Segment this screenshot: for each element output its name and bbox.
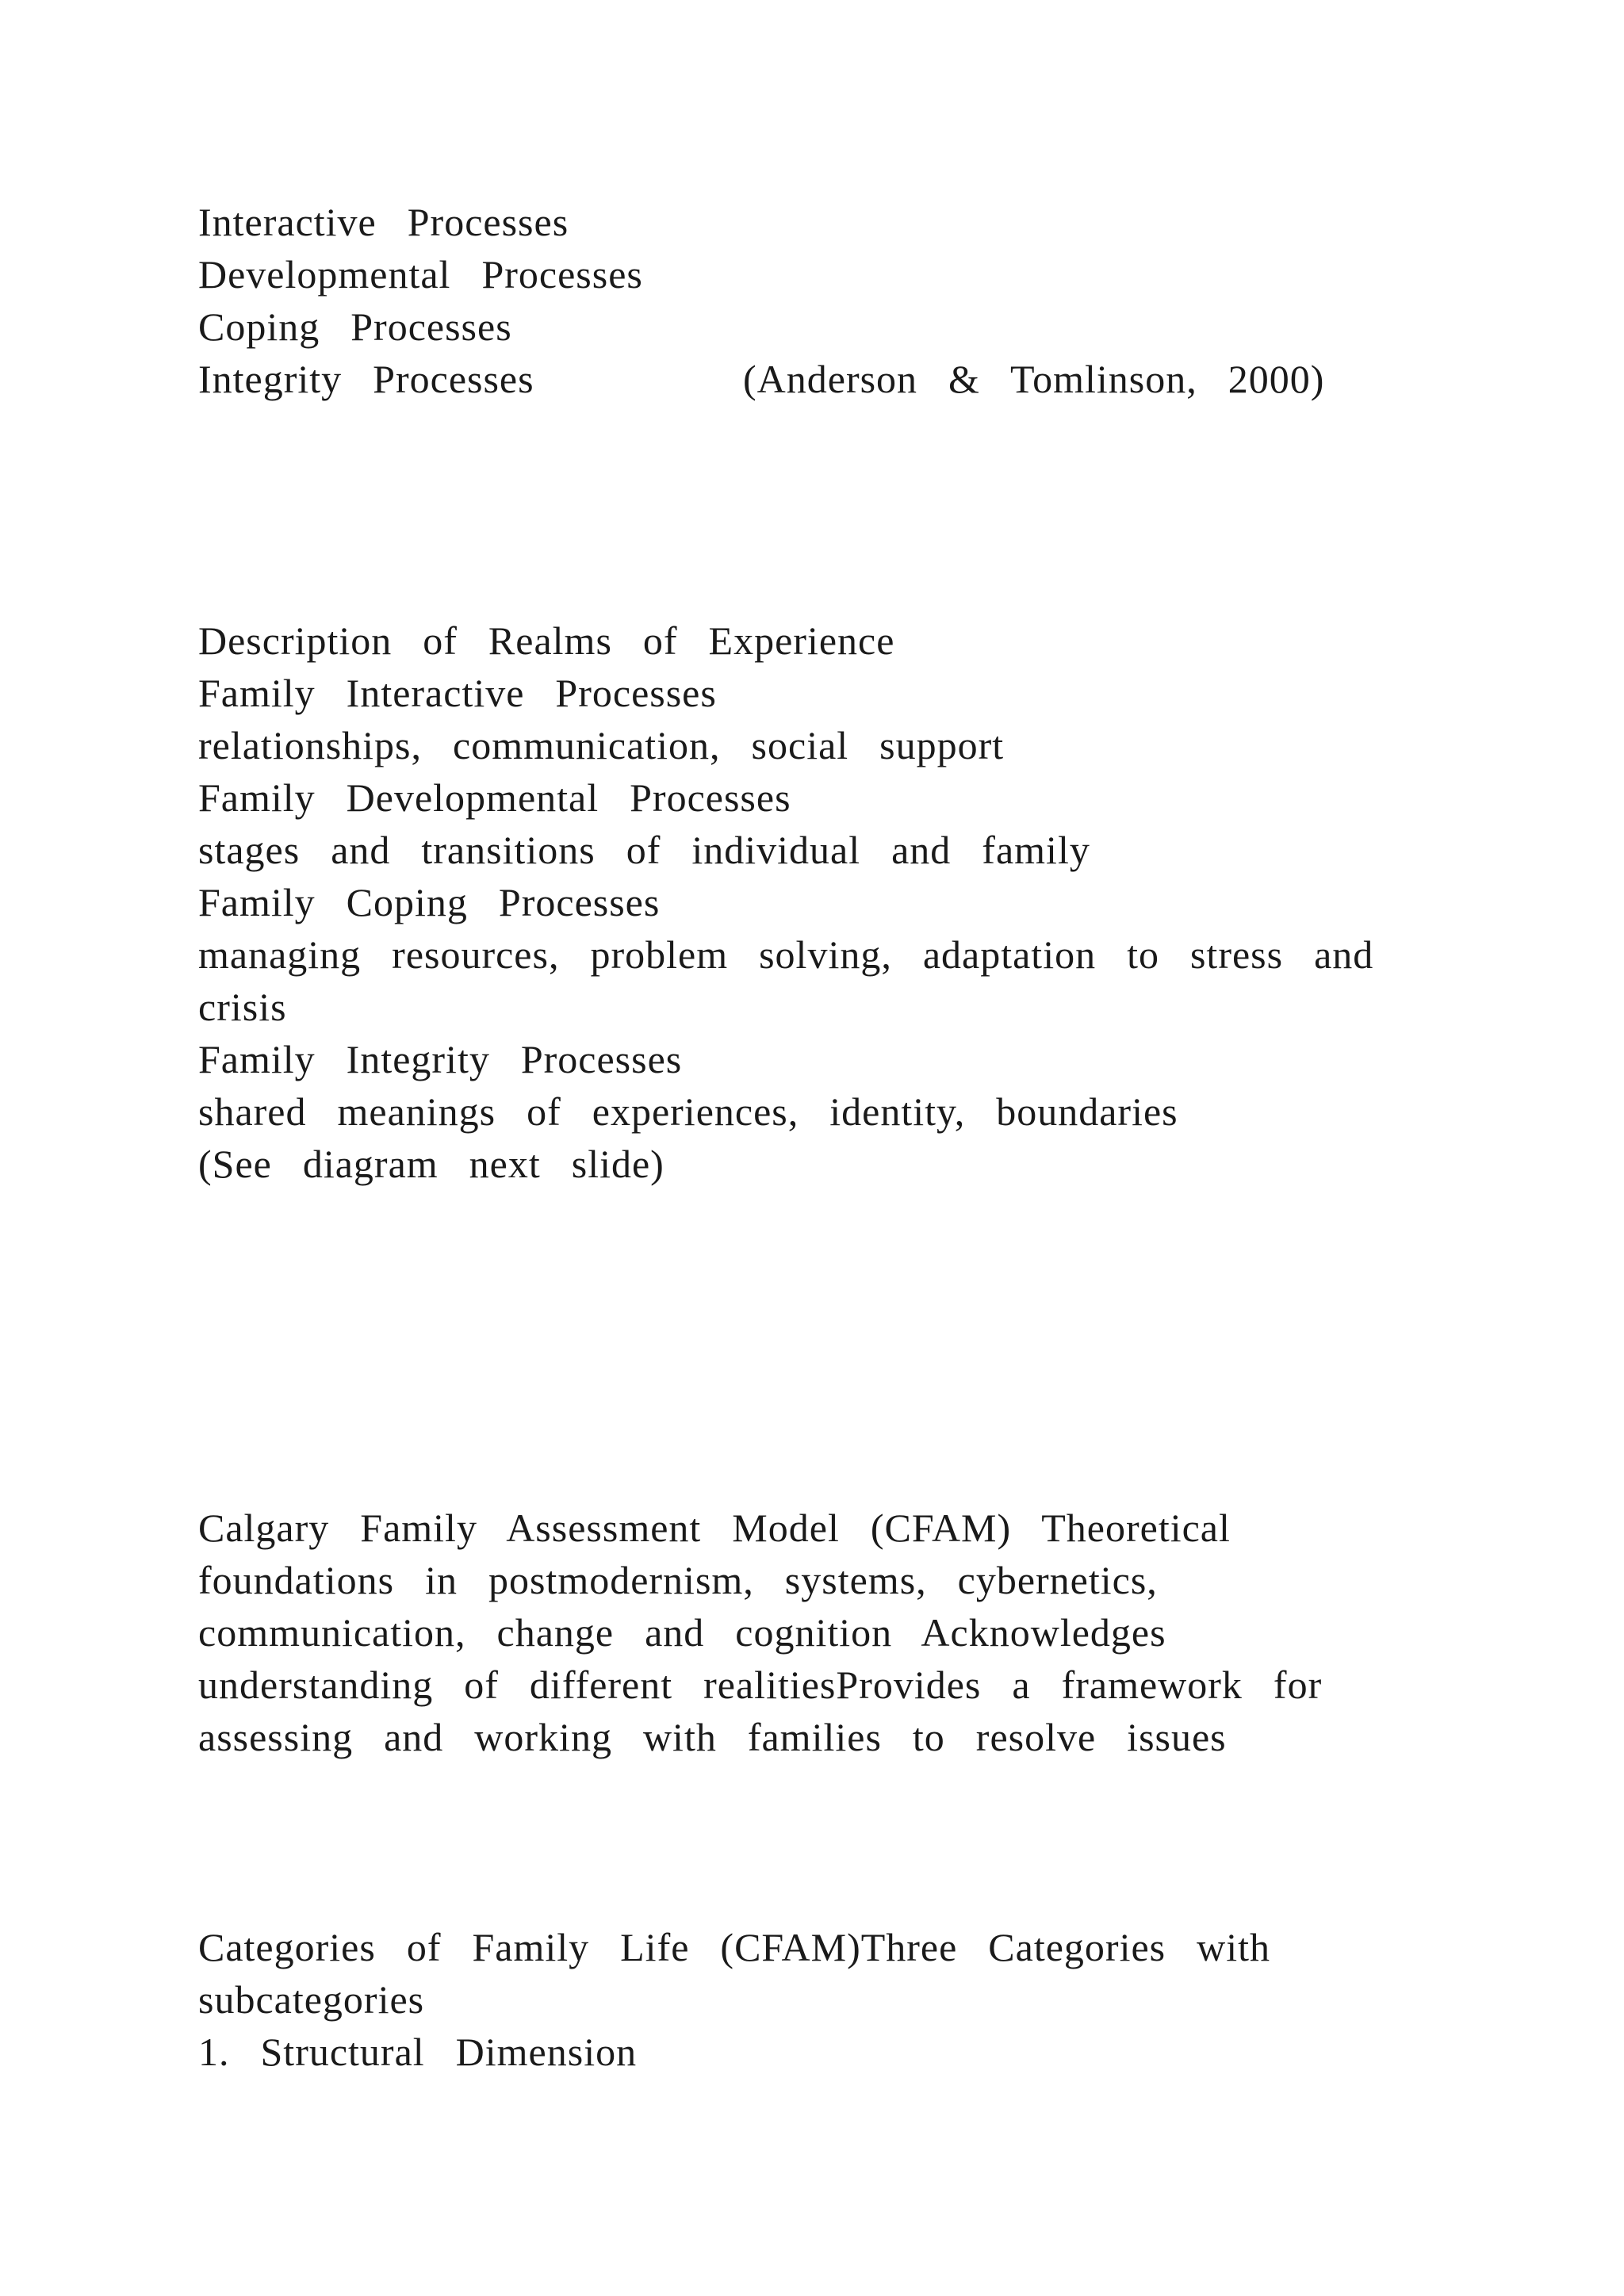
text-line: 1. Structural Dimension: [198, 2030, 638, 2074]
text-line: foundations in postmodernism, systems, cybernetics,: [198, 1558, 1158, 1602]
text-line: crisis: [198, 985, 287, 1029]
text-line: Integrity Processes: [198, 357, 534, 401]
text-line: understanding of different realitiesProvides a framework for: [198, 1663, 1323, 1707]
text-line: communication, change and cognition Acknowledges: [198, 1610, 1166, 1655]
text-line: assessing and working with families to resolve issues: [198, 1715, 1227, 1759]
section-heading: Categories of Family Life (CFAM)Three Categories with: [198, 1925, 1271, 1969]
text-line: managing resources, problem solving, adaptation to stress and: [198, 932, 1374, 977]
text-line: Developmental Processes: [198, 252, 643, 297]
text-line: relationships, communication, social support: [198, 723, 1005, 767]
citation: (Anderson & Tomlinson, 2000): [743, 357, 1325, 401]
text-line: (See diagram next slide): [198, 1142, 665, 1186]
text-line: Coping Processes: [198, 304, 512, 349]
text-line: subcategories: [198, 1977, 425, 2022]
text-line: stages and transitions of individual and family: [198, 828, 1090, 872]
text-line: Interactive Processes: [198, 200, 569, 244]
text-line: Family Integrity Processes: [198, 1037, 683, 1081]
section-heading: Calgary Family Assessment Model (CFAM) Theoretical: [198, 1506, 1231, 1550]
text-line: Family Interactive Processes: [198, 671, 717, 715]
text-line: Family Developmental Processes: [198, 775, 791, 820]
section-heading: Description of Realms of Experience: [198, 618, 895, 663]
text-line: shared meanings of experiences, identity, boundaries: [198, 1089, 1178, 1134]
text-line: Family Coping Processes: [198, 880, 661, 924]
